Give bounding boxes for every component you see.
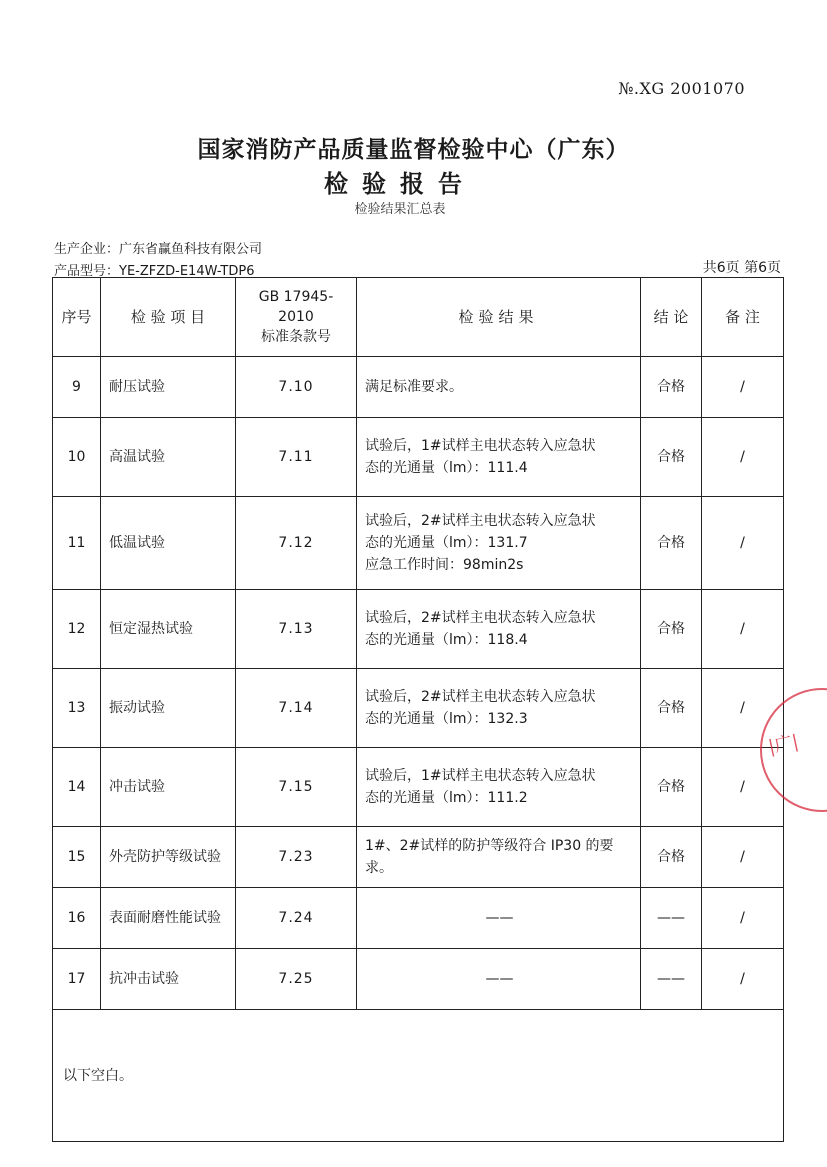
row-remark: / bbox=[702, 827, 784, 888]
col-header-item: 检 验 项 目 bbox=[101, 278, 236, 357]
sub-title: 检验结果汇总表 bbox=[354, 202, 446, 217]
results-table bbox=[52, 277, 784, 1142]
row-conclusion: 合格 bbox=[641, 748, 702, 827]
row-conclusion: —— bbox=[641, 949, 702, 1010]
row-number: 11 bbox=[53, 497, 101, 590]
row-result bbox=[357, 949, 641, 1010]
row-item: 恒定湿热试验 bbox=[101, 590, 236, 669]
col-header-clause-line1: GB 17945-2010 bbox=[258, 289, 334, 325]
row-number: 10 bbox=[53, 418, 101, 497]
table-body bbox=[53, 357, 784, 1010]
footer-note: 以下空白。 bbox=[53, 1010, 784, 1142]
row-clause: 7.15 bbox=[236, 748, 357, 827]
row-item: 振动试验 bbox=[101, 669, 236, 748]
report-number: №.XG 2001070 bbox=[618, 79, 745, 98]
page-info: 共6页 第6页 bbox=[702, 260, 781, 276]
row-clause: 7.23 bbox=[236, 827, 357, 888]
row-conclusion: 合格 bbox=[641, 669, 702, 748]
row-number: 16 bbox=[53, 888, 101, 949]
row-result-line: 试验后，2#试样主电状态转入应急状 bbox=[365, 610, 596, 626]
row-result-line: 满足标准要求。 bbox=[365, 379, 463, 395]
row-number: 9 bbox=[53, 357, 101, 418]
table-row bbox=[53, 827, 784, 888]
row-conclusion: 合格 bbox=[641, 497, 702, 590]
table-row bbox=[53, 748, 784, 827]
row-remark: / bbox=[702, 590, 784, 669]
row-clause: 7.11 bbox=[236, 418, 357, 497]
row-remark: / bbox=[702, 669, 784, 748]
row-conclusion: 合格 bbox=[641, 357, 702, 418]
table-row bbox=[53, 497, 784, 590]
row-remark: / bbox=[702, 497, 784, 590]
row-number: 15 bbox=[53, 827, 101, 888]
manufacturer-line: 生产企业：广东省赢鱼科技有限公司 bbox=[54, 242, 263, 257]
col-header-clause-line2: 标准条款号 bbox=[261, 329, 331, 345]
table-row bbox=[53, 357, 784, 418]
row-item: 高温试验 bbox=[101, 418, 236, 497]
row-item: 冲击试验 bbox=[101, 748, 236, 827]
table-row bbox=[53, 669, 784, 748]
row-result-line: 应急工作时间：98min2s bbox=[365, 557, 524, 573]
col-header-clause bbox=[236, 278, 357, 357]
row-result-line: —— bbox=[485, 971, 514, 987]
table-row bbox=[53, 949, 784, 1010]
row-result-line: 态的光通量（lm）：111.4 bbox=[365, 460, 528, 476]
row-result-line: 试验后，1#试样主电状态转入应急状 bbox=[365, 768, 596, 784]
model-line: 产品型号：YE-ZFZD-E14W-TDP6 bbox=[54, 264, 255, 279]
row-clause: 7.10 bbox=[236, 357, 357, 418]
table-row bbox=[53, 590, 784, 669]
row-clause: 7.13 bbox=[236, 590, 357, 669]
row-item: 抗冲击试验 bbox=[101, 949, 236, 1010]
table-row bbox=[53, 888, 784, 949]
col-header-result: 检验结果 bbox=[357, 278, 641, 357]
row-result-line: 1#、2#试样的防护等级符合 IP30 的要 bbox=[365, 838, 614, 854]
col-header-remark: 备 注 bbox=[702, 278, 784, 357]
row-result-line: 求。 bbox=[365, 860, 393, 876]
row-result bbox=[357, 357, 641, 418]
row-number: 14 bbox=[53, 748, 101, 827]
col-header-no: 序号 bbox=[53, 278, 101, 357]
row-remark: / bbox=[702, 888, 784, 949]
row-clause: 7.14 bbox=[236, 669, 357, 748]
row-item: 表面耐磨性能试验 bbox=[101, 888, 236, 949]
row-result bbox=[357, 497, 641, 590]
row-conclusion: 合格 bbox=[641, 590, 702, 669]
center-title: 国家消防产品质量监督检验中心（广东） bbox=[197, 137, 630, 163]
table-footer-row bbox=[53, 1010, 784, 1142]
row-result-line: 态的光通量（lm）：132.3 bbox=[365, 711, 528, 727]
row-conclusion: —— bbox=[641, 888, 702, 949]
row-clause: 7.25 bbox=[236, 949, 357, 1010]
report-title: 检验报告 bbox=[324, 170, 476, 198]
row-result-line: —— bbox=[485, 910, 514, 926]
row-result-line: 态的光通量（lm）：111.2 bbox=[365, 790, 528, 806]
row-result bbox=[357, 888, 641, 949]
red-seal-lettering: |广| bbox=[766, 731, 801, 758]
row-result bbox=[357, 748, 641, 827]
row-result-line: 态的光通量（lm）：118.4 bbox=[365, 632, 528, 648]
row-item: 低温试验 bbox=[101, 497, 236, 590]
table-row bbox=[53, 418, 784, 497]
row-remark: / bbox=[702, 418, 784, 497]
row-item: 外壳防护等级试验 bbox=[101, 827, 236, 888]
row-remark: / bbox=[702, 748, 784, 827]
row-conclusion: 合格 bbox=[641, 827, 702, 888]
row-conclusion: 合格 bbox=[641, 418, 702, 497]
row-result bbox=[357, 669, 641, 748]
row-remark: / bbox=[702, 949, 784, 1010]
row-number: 12 bbox=[53, 590, 101, 669]
row-result bbox=[357, 827, 641, 888]
row-result-line: 态的光通量（lm）：131.7 bbox=[365, 535, 528, 551]
row-result bbox=[357, 590, 641, 669]
row-result bbox=[357, 418, 641, 497]
row-clause: 7.24 bbox=[236, 888, 357, 949]
row-number: 13 bbox=[53, 669, 101, 748]
table-header-row bbox=[53, 278, 784, 357]
row-number: 17 bbox=[53, 949, 101, 1010]
col-header-conclusion: 结 论 bbox=[641, 278, 702, 357]
row-remark: / bbox=[702, 357, 784, 418]
row-result-line: 试验后，2#试样主电状态转入应急状 bbox=[365, 513, 596, 529]
row-result-line: 试验后，2#试样主电状态转入应急状 bbox=[365, 689, 596, 705]
row-clause: 7.12 bbox=[236, 497, 357, 590]
row-result-line: 试验后，1#试样主电状态转入应急状 bbox=[365, 438, 596, 454]
row-item: 耐压试验 bbox=[101, 357, 236, 418]
